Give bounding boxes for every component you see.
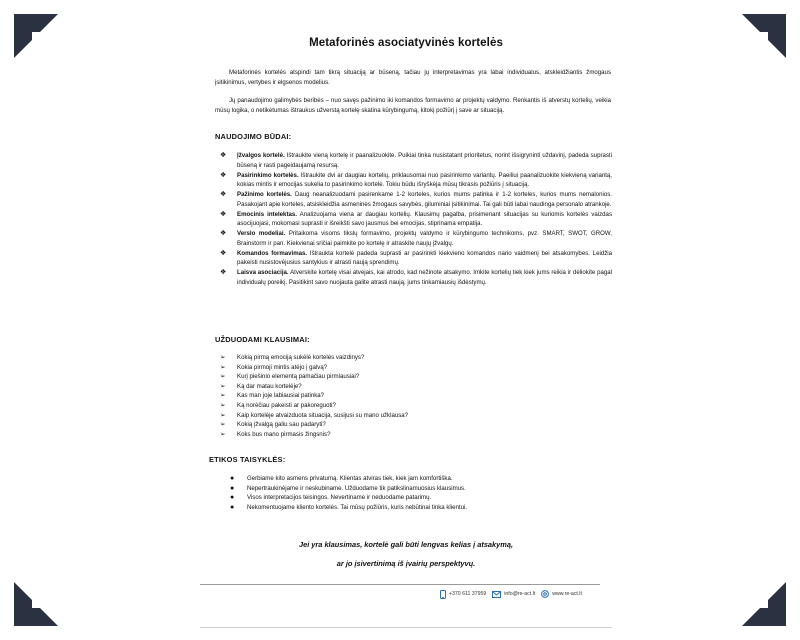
corner-bracket-top-right	[742, 14, 786, 58]
use-text: Ištraukite dvi ar daugiau kortelių, priklausomai nuo pasirinkimo variantų. Paeiliui paanalizuokite kiekvieną variantą, kokias mintis ir emocijas sukelia to pasirinkimo kortelė. Tokiu būdu išryškėja mūsų tikrasis požiūris į situaciją.	[237, 171, 612, 189]
corner-bracket-bottom-right	[742, 582, 786, 626]
arrow-bullet-icon: ➢	[220, 392, 226, 400]
list-item: ➢ Kokią įžvalgą galiu sau padaryti?	[220, 421, 326, 429]
list-item	[220, 229, 612, 248]
list-item	[220, 249, 612, 268]
list-item	[220, 171, 612, 190]
arrow-bullet-icon: ➢	[220, 430, 226, 438]
list-item	[220, 151, 612, 170]
closing-line: Jei yra klausimas, kortelė gali būti lengvas kelias į atsakymą,	[298, 540, 514, 549]
phone-icon	[440, 590, 446, 599]
questions-heading: UŽDUODAMI KLAUSIMAI:	[215, 335, 310, 344]
intro-paragraph: Jų panaudojimo galimybės beribės – nuo savęs pažinimo iki komandos formavimo ar projektų valdymo. Renkantis iš atverstų kortelių, veikia mūsų logika, o netikėtumas ištraukus užverstą kortelę skatina kūrybingumą, kitokį požiūrį į save ar situaciją.	[215, 97, 611, 114]
list-item: ➢ Koks bus mano pirmasis žingsnis?	[220, 430, 331, 438]
intro-paragraph: Metaforinės kortelės atspindi tam tikrą situaciją ar būseną, tačiau jų interpretavimas yra labai individualus, atskleidžiantis žmogaus įsitikinimus, vertybes ir elgsenos modelius.	[215, 69, 611, 86]
use-text: Daug neanalizuodami pasirenkame 1-2 korteles, kurios mums patinka ir 1-2 korteles, kurios mums nemalonios. Pasakojant apie korteles, atsiskleidžia asmeninės žmogaus savybės, giluminiai įsitikinimai. Tai gali būti labai naudinga personalo atrankoje.	[237, 191, 612, 208]
arrow-bullet-icon: ➢	[220, 354, 226, 361]
use-text: Ištraukta kortelė padeda suprasti ar pasirinkti kiekvieno komandos nario vaidmenį bei atsakomybes. Leidžia pakeisti nusistovėjusius santykius ir atrasti naują sprendimų.	[237, 249, 612, 267]
arrow-bullet-icon: ➢	[220, 363, 226, 371]
corner-bracket-top-left	[14, 14, 58, 58]
list-item: ➢ Kokią pirmą emociją sukėlė kortelės vaizdinys?	[220, 354, 365, 361]
list-item: ➢ Ką dar matau kortelėje?	[220, 382, 302, 390]
footer-email[interactable]: info@re-act.lt	[492, 591, 535, 598]
arrow-bullet-icon: ➢	[220, 411, 226, 419]
use-term: Verslo modeliai.	[237, 230, 286, 238]
envelope-icon	[492, 591, 501, 598]
diamond-bullet-icon: ❖	[220, 152, 227, 159]
list-item: ➢ Kokia pirmoji mintis atėjo į galvą?	[220, 363, 328, 371]
use-term: Emocinis intelektas.	[237, 210, 297, 218]
dot-bullet-icon: ●	[230, 503, 235, 511]
uses-heading: NAUDOJIMO BŪDAI:	[215, 132, 292, 141]
diamond-bullet-icon: ❖	[220, 191, 227, 199]
dot-bullet-icon: ●	[230, 484, 235, 492]
diamond-bullet-icon: ❖	[220, 210, 227, 218]
use-text: Analizuojama viena ar daugiau kortelių. Klausimų pagalba, prisimenant situacijas su kuriomis kortelės vaizdas asocijuojasi, mokomasi suprasti ir išreikšti savo jausmus bei emocijas, stiprinama empatija.	[237, 210, 612, 228]
footer-website[interactable]: www.re-act.lt	[541, 590, 582, 598]
list-item	[220, 190, 612, 209]
use-text: Atverskite kortelę visai atvejais, kai atrodo, kad nežinote atsakymo. Imkite kortelių tiek kiek jums reikia ir dėliokite pagal individualų poreikį. Pasitikint savo nuojauta galite atrasti naują, jums tinkamiausių išdėstymų.	[237, 269, 612, 287]
page-bottom-edge	[200, 627, 612, 628]
dot-bullet-icon: ●	[230, 475, 235, 482]
footer-phone: +370 611 37959	[440, 590, 486, 599]
closing-line: ar jo įsivertinimą iš įvairių perspektyvų.	[336, 559, 476, 568]
arrow-bullet-icon: ➢	[220, 373, 226, 381]
dot-bullet-icon: ●	[230, 494, 235, 502]
diamond-bullet-icon: ❖	[220, 230, 227, 238]
ethics-list	[230, 474, 610, 512]
use-term: Pasirinkimo kortelės.	[237, 171, 299, 179]
document-page	[200, 0, 612, 628]
use-term: Įžvalgos kortelė.	[237, 152, 285, 159]
use-term: Pažinimo kortelės.	[237, 191, 292, 199]
list-item: ● Visos interpretacijos teisingos. Nevertiname ir neduodame patarimų.	[230, 494, 432, 502]
use-text: Pritaikoma visoms tikslų formavimo, projektų valdymo ir kūrybingumo technikoms, pvz. SMART, SWOT, GROW, Brainstorm ir pan. Kiekvienai sričiai paimkite po kortelę ir atraskite naujų įžvalgų.	[237, 230, 612, 247]
footer-contacts	[440, 588, 582, 600]
arrow-bullet-icon: ➢	[220, 382, 226, 390]
diamond-bullet-icon: ❖	[220, 269, 227, 277]
use-text: Ištraukite vieną kortelę ir paanalizuokite. Puikiai tinka nusistatant prioritetus, norint išsigryninti uždavinį, padeda suprasti būseną ir rasti pageidaujamą resursą.	[237, 152, 612, 169]
uses-list	[220, 151, 612, 288]
document-title: Metaforinės asociatyvinės kortelės	[309, 37, 503, 49]
list-item: ➢ Kaip kortelėje atvaizduota situacija, susijusi su mano užklausa?	[220, 411, 409, 419]
list-item	[220, 210, 612, 229]
ethics-heading: ETIKOS TAISYKLĖS:	[209, 455, 286, 464]
arrow-bullet-icon: ➢	[220, 421, 226, 429]
diamond-bullet-icon: ❖	[220, 171, 227, 179]
arrow-bullet-icon: ➢	[220, 401, 226, 409]
use-term: Komandos formavimas.	[237, 249, 308, 257]
questions-list	[220, 353, 600, 439]
list-item	[220, 268, 612, 287]
footer-divider	[200, 584, 600, 585]
list-item: ➢ Kas man joje labiausiai patinka?	[220, 392, 325, 400]
corner-bracket-bottom-left	[14, 582, 58, 626]
list-item: ● Nekomentuojame kliento kortelės. Tai mūsų požiūris, kuris nebūtinai tinka klientui.	[230, 503, 468, 511]
list-item: ● Gerbiame kito asmens privatumą. Klientas atviras tiek, kiek jam komfortiška.	[230, 475, 453, 482]
diamond-bullet-icon: ❖	[220, 249, 227, 257]
list-item: ● Nepertraukinėjame ir neskubiname. Užduodame tik patikslinamuosius klausimus.	[230, 484, 466, 492]
list-item: ➢ Kurį piešinio elementą pamačiau pirmiausiai?	[220, 373, 360, 381]
list-item: ➢ Ką norėčiau pakeisti ar pakoreguoti?	[220, 401, 336, 409]
use-term: Laisva asociacija.	[237, 269, 289, 277]
at-sign-icon	[541, 590, 549, 598]
